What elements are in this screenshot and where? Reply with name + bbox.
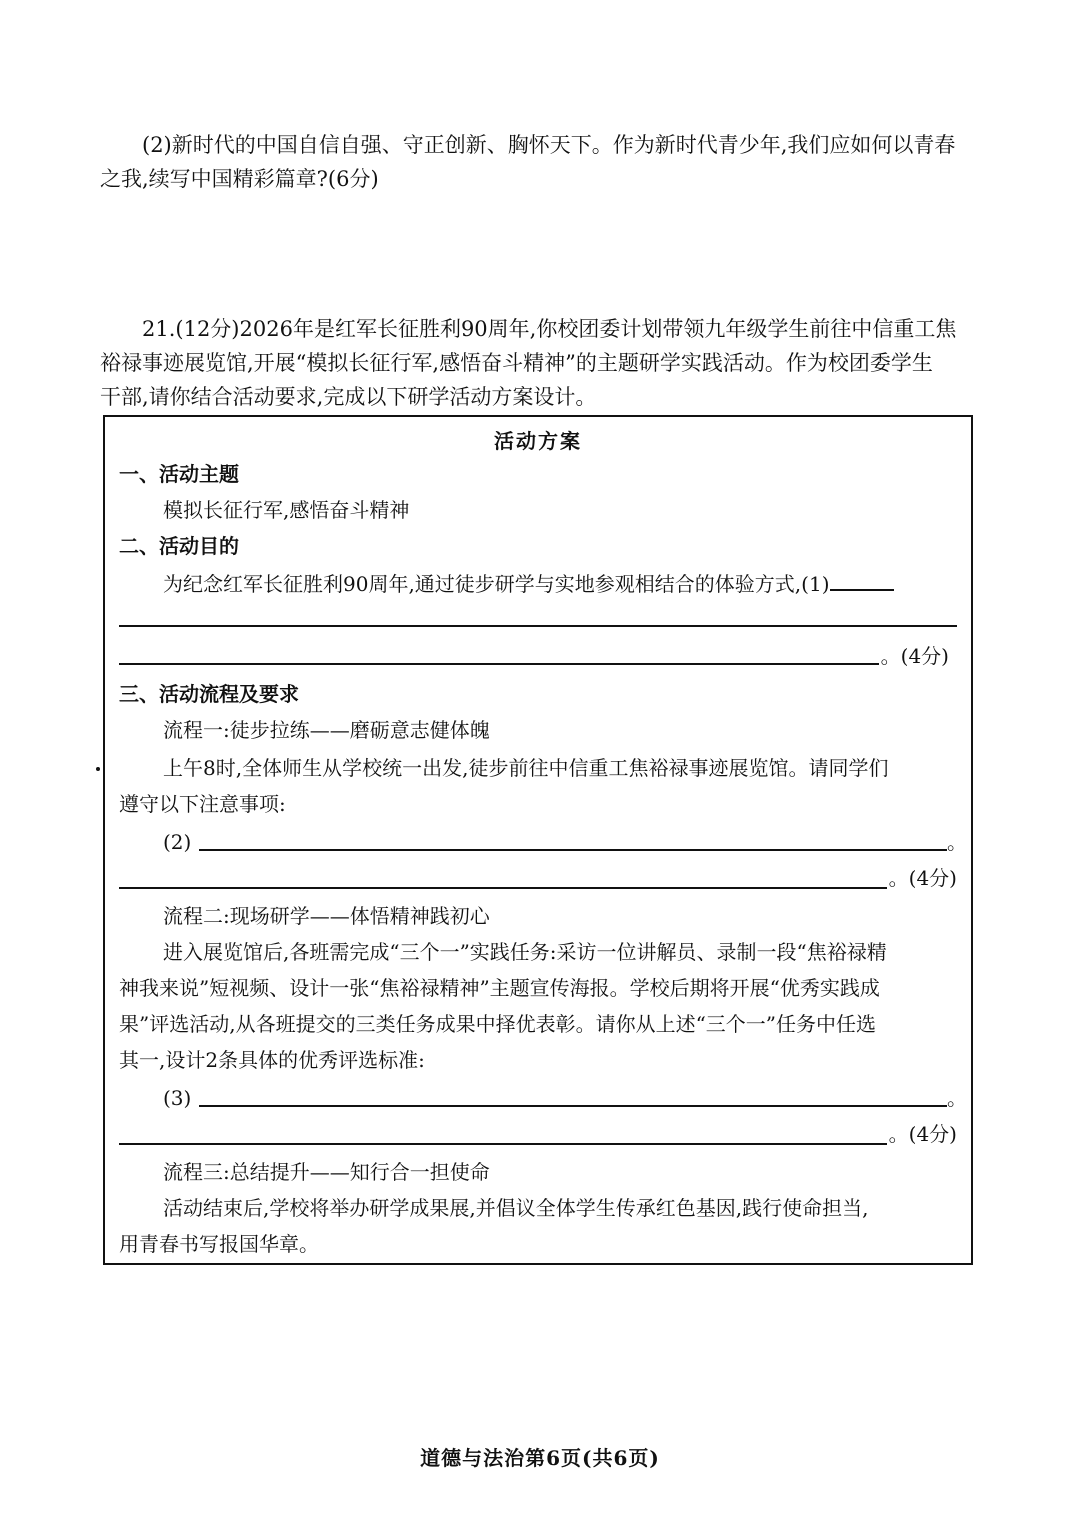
plan-title: 活动方案 <box>494 429 582 453</box>
flow-2-line-2: 神我来说”短视频、设计一张“焦裕禄精神”主题宣传海报。学校后期将开展“优秀实践成 <box>119 976 880 1000</box>
section-2-text: 为纪念红军长征胜利90周年,通过徒步研学与实地参观相结合的体验方式,(1) <box>163 572 830 596</box>
flow-2-line-3: 果”评选活动,从各班提交的三类任务成果中择优表彰。请你从上述“三个一”任务中任选 <box>119 1012 877 1036</box>
answer-blank-2-line-1[interactable] <box>199 849 947 851</box>
blank-2-label: (2) <box>163 830 192 854</box>
answer-blank-3-line-1[interactable] <box>199 1105 947 1107</box>
flow-3-heading: 流程三:总结提升——知行合一担使命 <box>163 1160 490 1184</box>
section-3-heading: 三、活动流程及要求 <box>119 682 299 706</box>
flow-2-heading: 流程二:现场研学——体悟精神践初心 <box>163 904 490 928</box>
blank-3-points: 。(4分) <box>888 1122 957 1146</box>
flow-2-line-1: 进入展览馆后,各班需完成“三个一”实践任务:采访一位讲解员、录制一段“焦裕禄精 <box>163 940 887 964</box>
blank-3-label: (3) <box>163 1086 192 1110</box>
question-2-line-1: (2)新时代的中国自信自强、守正创新、胸怀天下。作为新时代青少年,我们应如何以青春 <box>142 133 956 157</box>
section-2-text-row <box>163 569 959 599</box>
blank-2-points: 。(4分) <box>888 866 957 890</box>
question-21-line-2: 裕禄事迹展览馆,开展“模拟长征行军,感悟奋斗精神”的主题研学实践活动。作为校团委学生 <box>100 351 933 375</box>
flow-1-line-2: 遵守以下注意事项: <box>119 792 286 816</box>
question-21-line-3: 干部,请你结合活动要求,完成以下研学活动方案设计。 <box>100 385 597 409</box>
answer-blank-2-line-2[interactable] <box>119 887 887 889</box>
section-1-text: 模拟长征行军,感悟奋斗精神 <box>163 498 410 522</box>
answer-blank-1-line-3[interactable] <box>119 663 879 665</box>
question-2 <box>100 128 982 196</box>
flow-2-line-4: 其一,设计2条具体的优秀评选标准: <box>119 1048 425 1072</box>
question-2-line-2: 之我,续写中国精彩篇章?(6分) <box>100 167 379 191</box>
section-1-heading: 一、活动主题 <box>119 462 239 486</box>
answer-blank-1-line-2[interactable] <box>119 625 957 627</box>
question-21-line-1: 21.(12分)2026年是红军长征胜利90周年,你校团委计划带领九年级学生前往中信重工焦 <box>142 317 957 341</box>
answer-blank-3-line-2[interactable] <box>119 1143 887 1145</box>
blank-1-points: 。(4分) <box>880 644 949 668</box>
flow-1-line-1: 上午8时,全体师生从学校统一出发,徒步前往中信重工焦裕禄事迹展览馆。请同学们 <box>163 756 889 780</box>
answer-blank-1-start[interactable] <box>830 571 894 591</box>
blank-2-end: 。 <box>947 830 967 854</box>
activity-plan-box <box>103 415 973 1265</box>
flow-3-line-1: 活动结束后,学校将举办研学成果展,并倡议全体学生传承红色基因,践行使命担当, <box>163 1196 869 1220</box>
flow-1-heading: 流程一:徒步拉练——磨砺意志健体魄 <box>163 718 490 742</box>
blank-3-end: 。 <box>947 1086 967 1110</box>
section-2-heading: 二、活动目的 <box>119 534 239 558</box>
scan-speck <box>96 767 100 771</box>
flow-3-line-2: 用青春书写报国华章。 <box>119 1232 319 1256</box>
page-footer: 道德与法治第6页(共6页) <box>420 1446 660 1470</box>
question-21 <box>100 312 982 414</box>
